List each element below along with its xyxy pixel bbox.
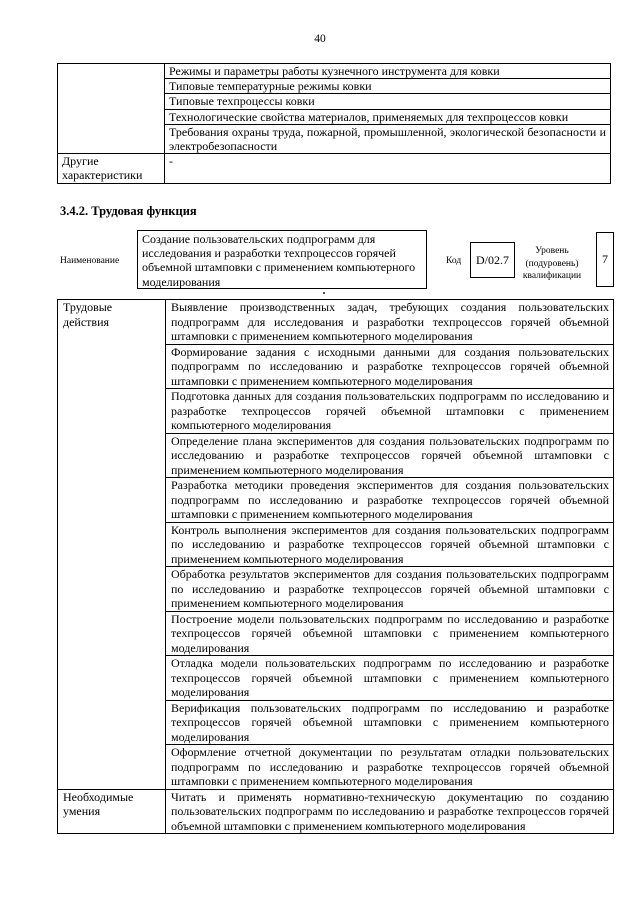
labor-action-cell: Обработка результатов экспериментов для создания пользовательских подпрограмм по исследованию и разработке техпроцессов горячей объемной штамповки с применением компьютерного моделирования <box>166 567 614 612</box>
labor-action-cell: Разработка методики проведения экспериментов для создания пользовательских подпрограмм по исследованию и разработке техпроцессов горячей объемной штамповки с применением компьютерного моделирования <box>166 478 614 523</box>
labor-actions-label: Трудовые действия <box>58 300 166 790</box>
table-cell: Типовые техпроцессы ковки <box>165 94 611 109</box>
other-characteristics-label: Другие характеристики <box>58 154 165 183</box>
required-skills-label: Необходимые умения <box>58 789 166 834</box>
table-row <box>58 300 614 345</box>
labor-action-cell: Верификация пользовательских подпрограмм по исследованию и разработке техпроцессов горячей объемной штамповки с применением компьютерного моделирования <box>166 700 614 745</box>
table-row <box>58 64 611 79</box>
table-row <box>58 789 614 834</box>
labor-action-cell: Контроль выполнения экспериментов для создания пользовательских подпрограмм по исследованию и разработке техпроцессов горячей объемной штамповки с применением компьютерного моделирования <box>166 522 614 567</box>
skill-cell: Читать и применять нормативно-техническую документацию по созданию пользовательских подпрограмм по исследованию и разработке техпроцессов горячей объемной штамповки с применением компьютерного моделирования <box>166 789 614 834</box>
labor-action-cell: Построение модели пользовательских подпрограмм по исследованию и разработке техпроцессов горячей объемной штамповки с применением компьютерного моделирования <box>166 611 614 656</box>
labor-action-cell: Отладка модели пользовательских подпрограмм по исследованию и разработке техпроцессов горячей объемной штамповки с применением компьютерного моделирования <box>166 656 614 701</box>
labor-action-cell: Выявление производственных задач, требующих создания пользовательских подпрограмм для исследования и разработки техпроцессов горячей объемной штамповки с применением компьютерного моделирования <box>166 300 614 345</box>
table-row <box>58 154 611 183</box>
level-label: Уровень (подуровень) квалификации <box>522 246 582 281</box>
level-box: 7 <box>596 232 614 287</box>
table-cell: Требования охраны труда, пожарной, промышленной, экологической безопасности и электробезопасности <box>165 124 611 153</box>
knowledge-table <box>57 63 611 184</box>
scan-dot <box>323 292 325 294</box>
page-number: 40 <box>314 33 326 45</box>
labor-action-cell: Формирование задания с исходными данными для создания пользовательских подпрограмм по исследованию и разработке техпроцессов горячей объемной штамповки с применением компьютерного моделирования <box>166 344 614 389</box>
labor-action-cell: Оформление отчетной документации по результатам отладки пользовательских подпрограмм по исследованию и разработке техпроцессов горячей объемной штамповки с применением компьютерного моделирования <box>166 745 614 790</box>
name-label: Наименование <box>60 256 120 266</box>
table-cell: Технологические свойства материалов, применяемых для техпроцессов ковки <box>165 109 611 124</box>
labor-action-cell: Определение плана экспериментов для создания пользовательских подпрограмм по исследованию и разработке техпроцессов горячей объемной штамповки с применением компьютерного моделирования <box>166 433 614 478</box>
other-characteristics-value: - <box>165 154 611 183</box>
empty-label-cell <box>58 64 165 154</box>
function-name-box: Создание пользовательских подпрограмм для исследования и разработки техпроцессов горячей объемной штамповки с применением компьютерного моделирования <box>137 230 427 289</box>
labor-function-table <box>57 299 614 834</box>
code-box: D/02.7 <box>470 242 515 278</box>
labor-action-cell: Подготовка данных для создания пользовательских подпрограмм по исследованию и разработке техпроцессов горячей объемной штамповки с применением компьютерного моделирования <box>166 389 614 434</box>
code-label: Код <box>446 256 462 266</box>
section-heading: 3.4.2. Трудовая функция <box>60 204 197 218</box>
table-cell: Типовые температурные режимы ковки <box>165 79 611 94</box>
table-cell: Режимы и параметры работы кузнечного инструмента для ковки <box>165 64 611 79</box>
